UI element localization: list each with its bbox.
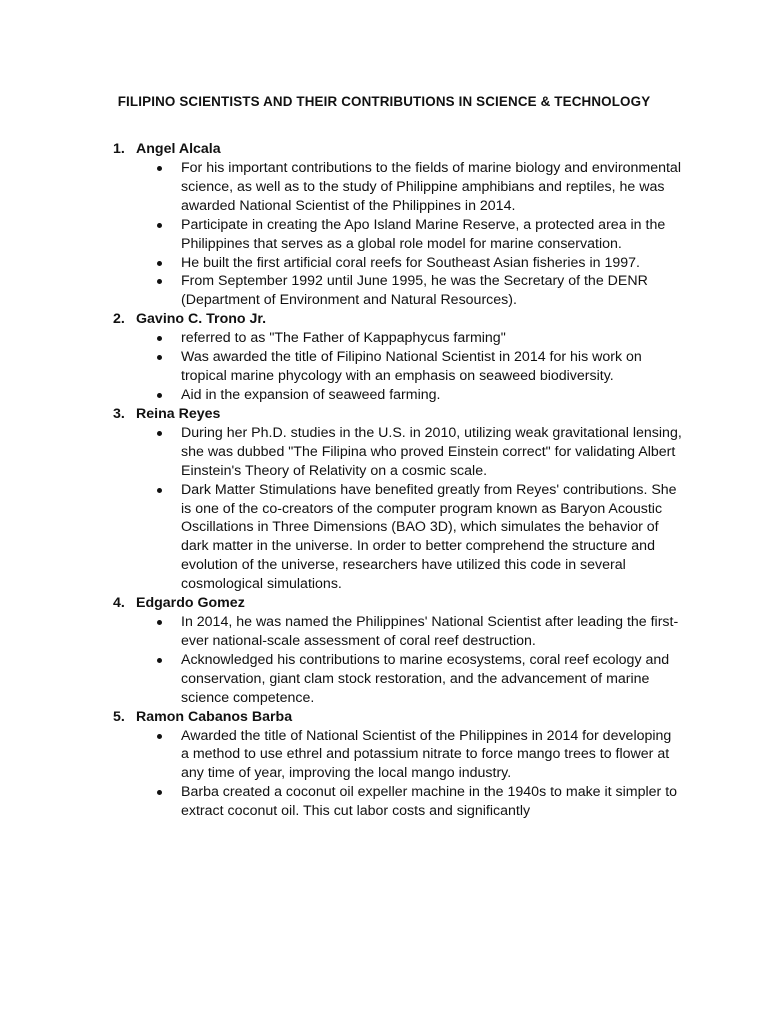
contribution-text: Aid in the expansion of seaweed farming. (181, 386, 441, 403)
contribution-text: Barba created a coconut oil expeller machine in the 1940s to make it simpler to extract coconut oil. This cut labor costs and significantly (181, 784, 678, 820)
contribution-item (0, 481, 683, 594)
scientist-heading (0, 708, 683, 727)
bullet-icon (157, 223, 162, 228)
contribution-item (0, 727, 683, 784)
contribution-text: During her Ph.D. studies in the U.S. in 2010, utilizing weak gravitational lensing, she was dubbed "The Filipina who proved Einstein correct" for validating Albert Einstein's Theory of Relativity on a cosmic scale. (181, 424, 682, 479)
contribution-item (0, 651, 683, 708)
contribution-text: Acknowledged his contributions to marine ecosystems, coral reef ecology and conservation, giant clam stock restoration, and the advancement of marine science competence. (181, 651, 670, 706)
bullet-icon (157, 488, 162, 493)
scientist-name: Angel Alcala (136, 141, 221, 157)
scientist-number: 4. (113, 595, 125, 612)
contribution-text: Awarded the title of National Scientist of the Philippines in 2014 for developing a method to use ethrel and potassium nitrate to force mango trees to flower at any time of year, improving the local mango industry. (181, 727, 672, 782)
bullet-icon (157, 279, 162, 284)
bullet-icon (157, 166, 162, 171)
scientist-heading (0, 594, 683, 613)
scientist-name: Edgardo Gomez (136, 595, 245, 612)
scientist-heading (0, 140, 683, 159)
bullet-icon (157, 393, 162, 398)
contribution-list (0, 329, 683, 405)
contribution-list (0, 727, 683, 822)
contribution-item (0, 216, 683, 254)
scientist-heading (0, 405, 683, 424)
scientist-entry (0, 310, 683, 405)
contribution-item (0, 159, 683, 216)
contribution-item (0, 424, 683, 481)
scientist-number: 3. (113, 405, 125, 422)
bullet-icon (157, 620, 162, 625)
document-title: FILIPINO SCIENTISTS AND THEIR CONTRIBUTIONS IN SCIENCE & TECHNOLOGY (117, 94, 651, 109)
bullet-icon (157, 790, 162, 795)
scientist-entry (0, 594, 683, 708)
contribution-text: He built the first artificial coral reefs for Southeast Asian fisheries in 1997. (181, 254, 640, 271)
scientist-number: 2. (113, 311, 125, 328)
bullet-icon (157, 431, 162, 436)
contribution-item (0, 254, 683, 273)
scientist-entry (0, 405, 683, 594)
bullet-icon (157, 336, 162, 341)
contribution-item (0, 386, 683, 405)
scientist-heading (0, 310, 683, 329)
contribution-text: referred to as "The Father of Kappaphycus farming" (181, 330, 506, 347)
scientist-number: 5. (113, 708, 125, 725)
scientist-entry (0, 140, 683, 310)
contribution-item (0, 348, 683, 386)
contribution-item (0, 783, 683, 821)
bullet-icon (157, 658, 162, 663)
scientist-number: 1. (113, 141, 125, 157)
scientist-entry (0, 708, 683, 822)
contribution-text: For his important contributions to the fields of marine biology and environmental science, as well as to the study of Philippine amphibians and reptiles, he was awarded National Scientist of the Philippines in 2014. (181, 160, 681, 214)
contribution-item (0, 613, 683, 651)
contribution-list (0, 424, 683, 594)
scientist-name: Gavino C. Trono Jr. (136, 311, 267, 328)
bullet-icon (157, 261, 162, 266)
scientist-name: Reina Reyes (136, 405, 221, 422)
contribution-list (0, 159, 683, 310)
contribution-text: From September 1992 until June 1995, he was the Secretary of the DENR (Department of Environment and Natural Resources). (181, 273, 648, 309)
contribution-text: Dark Matter Stimulations have benefited greatly from Reyes' contributions. She is one of the co-creators of the computer program known as Baryon Acoustic Oscillations in Three Dimensions (BAO 3D), which simulates the behavior of dark matter in the universe. In order to better comprehend the structure and evolution of the universe, researchers have utilized this code in several cosmological simulations. (181, 481, 677, 593)
contribution-item (0, 329, 683, 348)
contribution-text: In 2014, he was named the Philippines' National Scientist after leading the first-ever national-scale assessment of coral reef destruction. (181, 614, 679, 649)
contribution-text: Participate in creating the Apo Island Marine Reserve, a protected area in the Philippines that serves as a global role model for marine conservation. (181, 216, 666, 252)
contribution-list (0, 613, 683, 708)
contribution-item (0, 272, 683, 310)
contribution-text: Was awarded the title of Filipino National Scientist in 2014 for his work on tropical marine phycology with an emphasis on seaweed biodiversity. (181, 349, 642, 385)
bullet-icon (157, 355, 162, 360)
scientist-name: Ramon Cabanos Barba (136, 708, 293, 725)
bullet-icon (157, 734, 162, 739)
scientist-list (0, 140, 683, 821)
